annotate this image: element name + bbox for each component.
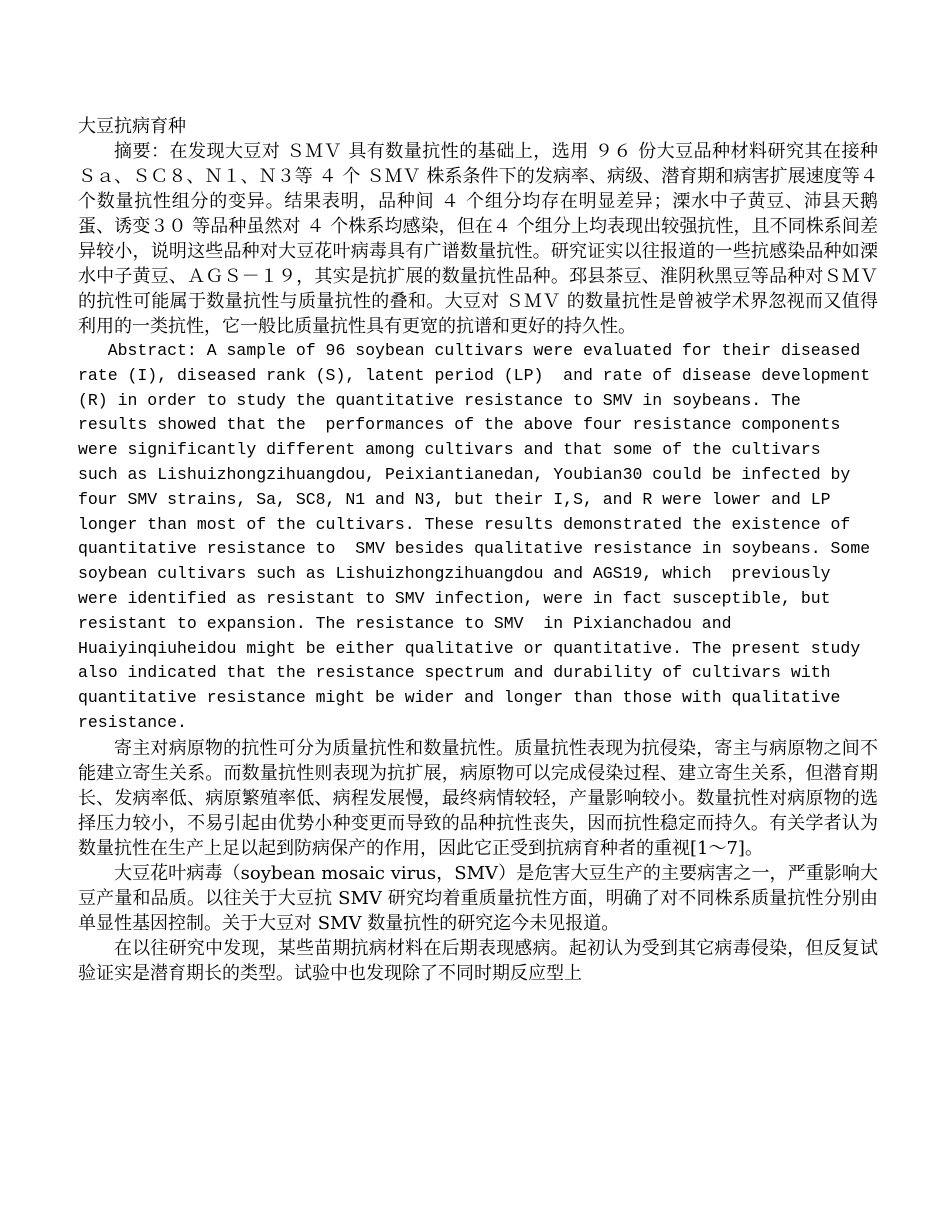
body-paragraph-3: 在以往研究中发现，某些苗期抗病材料在后期表现感病。起初认为受到其它病毒侵染，但反复试验证实是潜育期长的类型。试验中也发现除了不同时期反应型上 bbox=[78, 937, 878, 984]
document-page bbox=[78, 114, 881, 986]
abstract-english: Abstract: A sample of 96 soybean cultivars were evaluated for their diseased rate (I), diseased rank (S), latent period (LP) and rate of disease development (R) in order to study the quantitative resistance to SMV in soybeans. The results showed that the performances of the above four resistance components were significantly different among cultivars and that some of the cultivars such as Lishuizhongzihuangdou, Peixiantianedan, Youbian30 could be infected by four SMV strains, Sa, SC8, N1 and N3, but their I,S, and R were lower and LP longer than most of the cultivars. These results demonstrated the existence of quantitative resistance to SMV besides qualitative resistance in soybeans. Some soybean cultivars such as Lishuizhongzihuangdou and AGS19, which previously were identified as resistant to SMV infection, were in fact susceptible, but resistant to expansion. The resistance to SMV in Pixianchadou and Huaiyinqiuheidou might be either qualitative or quantitative. The present study also indicated that the resistance spectrum and durability of cultivars with quantitative resistance might be wider and longer than those with qualitative resistance. bbox=[78, 341, 881, 732]
body-paragraph-1: 寄主对病原物的抗性可分为质量抗性和数量抗性。质量抗性表现为抗侵染，寄主与病原物之间不能建立寄生关系。而数量抗性则表现为抗扩展，病原物可以完成侵染过程、建立寄生关系，但潜育期长、发病率低、病原繁殖率低、病程发展慢，最终病情较轻，产量影响较小。数量抗性对病原物的选择压力较小，不易引起由优势小种变更而导致的品种抗性丧失，因而抗性稳定而持久。有关学者认为数量抗性在生产上足以起到防病保产的作用，因此它正受到抗病育种者的重视[1～7]。 bbox=[78, 737, 878, 859]
document-title: 大豆抗病育种 bbox=[78, 116, 186, 137]
abstract-chinese: 摘要：在发现大豆对 ＳＭＶ 具有数量抗性的基础上，选用 ９６ 份大豆品种材料研究其在接种 Ｓａ、ＳＣ８、Ｎ１、Ｎ３等 ４ 个 ＳＭＶ 株系条件下的发病率、病级、潜育期和病害扩展速度等４ 个数量抗性组分的变异。结果表明，品种间 ４ 个组分均存在明显差异；溧水中子黄豆、沛县天鹅蛋、诱变３０ 等品种虽然对 ４ 个株系均感染，但在４ 个组分上均表现出较强抗性，且不同株系间差异较小，说明这些品种对大豆花叶病毒具有广谱数量抗性。研究证实以往报道的一些抗感染品种如溧水中子黄豆、ＡＧＳ－１９，其实是抗扩展的数量抗性品种。邳县茶豆、淮阴秋黑豆等品种对ＳＭＶ 的抗性可能属于数量抗性与质量抗性的叠和。大豆对 ＳＭＶ 的数量抗性是曾被学术界忽视而又值得利用的一类抗性，它一般比质量抗性具有更宽的抗谱和更好的持久性。 bbox=[78, 141, 878, 337]
body-paragraph-2: 大豆花叶病毒（soybean mosaic virus，SMV）是危害大豆生产的主要病害之一，严重影响大豆产量和品质。以往关于大豆抗 SMV 研究均着重质量抗性方面，明确了对不同株系质量抗性分别由单显性基因控制。关于大豆对 SMV 数量抗性的研究迄今未见报道。 bbox=[78, 862, 878, 934]
